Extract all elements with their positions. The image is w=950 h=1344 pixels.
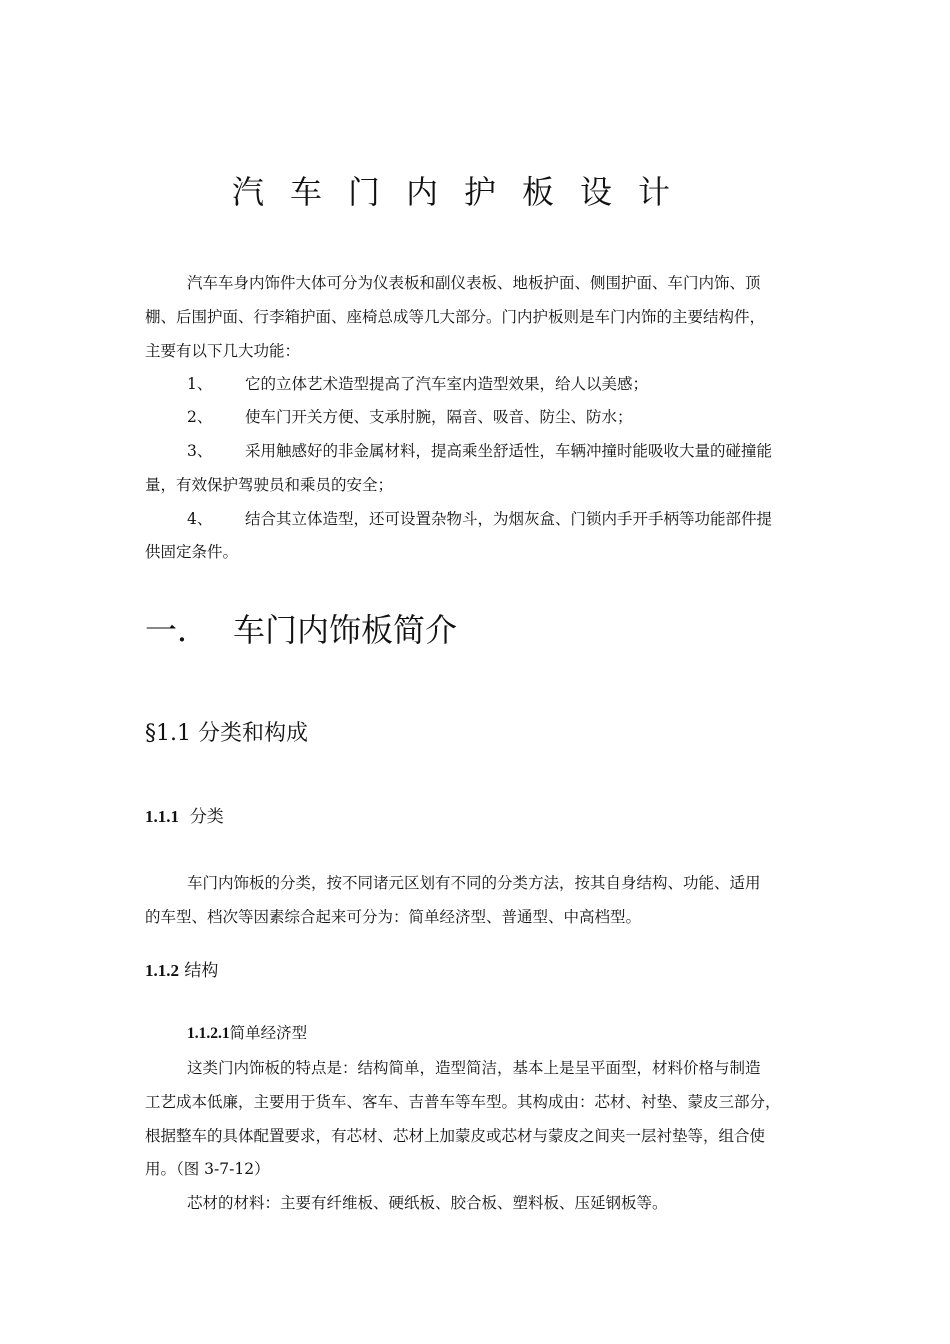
section-1-1-1-heading xyxy=(145,802,224,832)
section-1-1-2-1-number: 1.1.2.1 xyxy=(187,1025,230,1042)
section-1-1-1-number: 1.1.1 xyxy=(145,807,179,826)
intro-line-1: 汽车车身内饰件大体可分为仪表板和副仪表板、地板护面、侧围护面、车门内饰、顶 xyxy=(187,274,761,292)
function-text-cont: 供固定条件。 xyxy=(145,543,239,561)
function-number: 1、 xyxy=(187,375,213,393)
function-number: 3、 xyxy=(187,442,213,460)
section-1-1-heading: §1.1 分类和构成 xyxy=(145,721,308,746)
document-title: 汽车门内护板设计 xyxy=(232,173,697,211)
s1121-line-3: 根据整车的具体配置要求，有芯材、芯材上加蒙皮或芯材与蒙皮之间夹一层衬垫等，组合使 xyxy=(145,1127,766,1145)
section-1-heading xyxy=(145,606,457,654)
function-text: 使车门开关方便、支承肘腕，隔音、吸音、防尘、防水； xyxy=(245,408,633,426)
section-1-1-2-number: 1.1.2 xyxy=(145,961,179,980)
section-1-number: 一． xyxy=(145,611,210,649)
s111-line-1: 车门内饰板的分类，按不同诸元区划有不同的分类方法，按其自身结构、功能、适用 xyxy=(187,874,761,892)
section-1-1-2-heading xyxy=(145,956,218,986)
section-1-1-2-1-title: 简单经济型 xyxy=(229,1024,308,1042)
section-1-1-1-title: 分类 xyxy=(189,807,224,827)
s1121-line-1: 这类门内饰板的特点是：结构简单，造型简洁，基本上是呈平面型，材料价格与制造 xyxy=(187,1059,761,1077)
function-text: 它的立体艺术造型提高了汽车室内造型效果，给人以美感； xyxy=(245,375,649,393)
function-text: 采用触感好的非金属材料，提高乘坐舒适性，车辆冲撞时能吸收大量的碰撞能 xyxy=(245,442,773,460)
function-number: 4、 xyxy=(187,510,213,528)
s111-line-2: 的车型、档次等因素综合起来可分为：简单经济型、普通型、中高档型。 xyxy=(145,908,642,926)
function-text-cont: 量，有效保护驾驶员和乘员的安全； xyxy=(145,476,394,494)
s1121-line-2: 工艺成本低廉，主要用于货车、客车、吉普车等车型。其构成由：芯材、衬垫、蒙皮三部分， xyxy=(145,1093,781,1111)
intro-line-3: 主要有以下几大功能： xyxy=(145,342,301,360)
intro-line-2: 棚、后围护面、行李箱护面、座椅总成等几大部分。门内护板则是车门内饰的主要结构件， xyxy=(145,308,766,326)
section-1-1-2-title: 结构 xyxy=(184,961,219,981)
s1121-line-5: 芯材的材料：主要有纤维板、硬纸板、胶合板、塑料板、压延钢板等。 xyxy=(187,1194,668,1212)
function-number: 2、 xyxy=(187,408,213,426)
s1121-line-4: 用。（图 3-7-12） xyxy=(145,1160,270,1178)
section-1-title: 车门内饰板简介 xyxy=(233,611,458,649)
section-1-1-2-1-heading xyxy=(187,1018,307,1049)
function-text: 结合其立体造型，还可设置杂物斗，为烟灰盒、门锁内手开手柄等功能部件提 xyxy=(245,510,773,528)
